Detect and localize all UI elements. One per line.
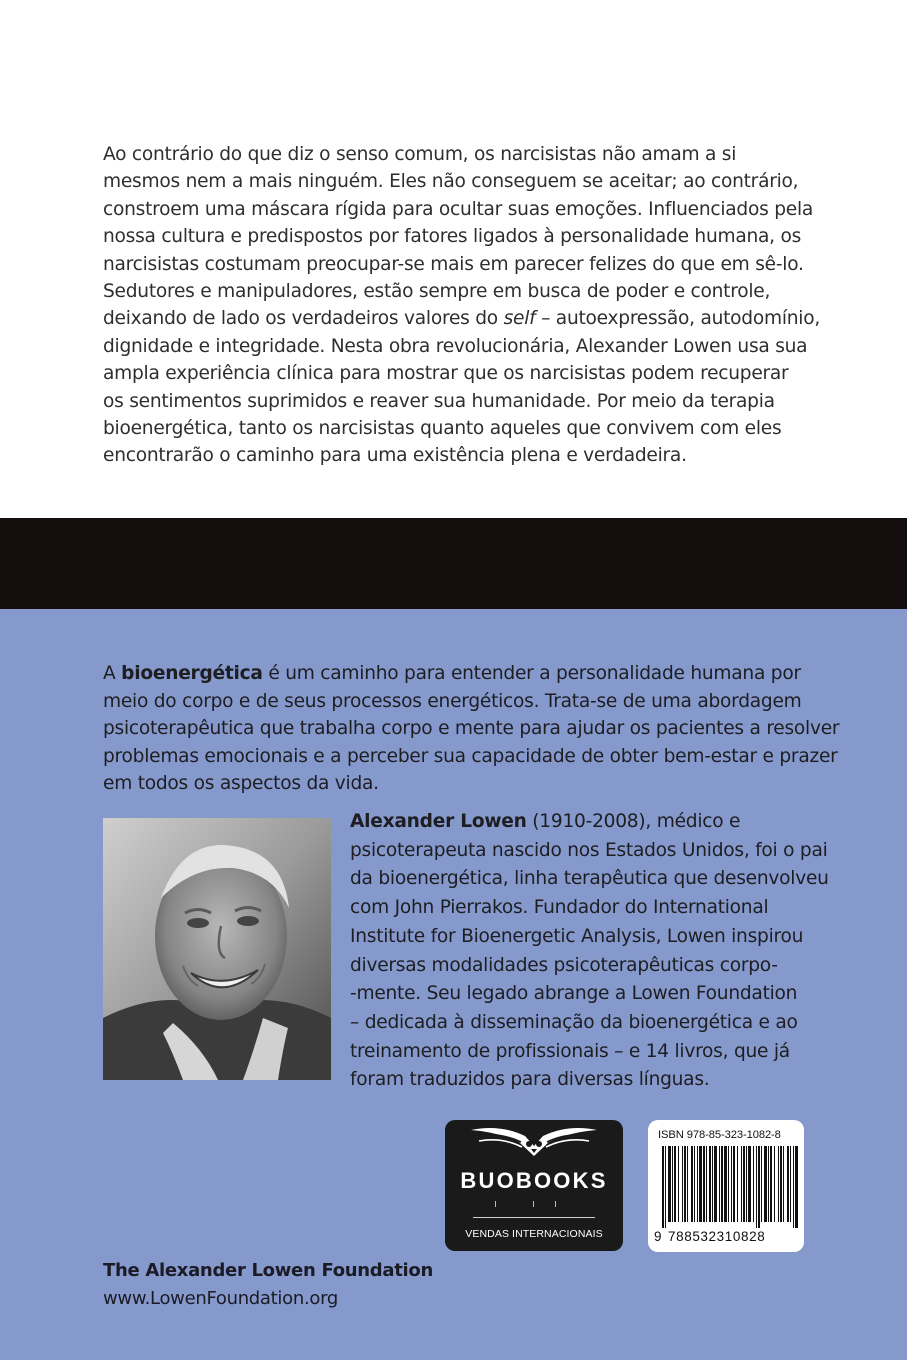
barcode-bar [687,1146,688,1222]
author-photo [103,818,331,1080]
barcode-bar [764,1146,767,1222]
dark-divider-band [0,518,907,609]
bio-term: bioenergética [121,663,263,684]
author-line: com John Pierrakos. Fundador do International [350,897,769,919]
synopsis-line: narcisistas costumam preocupar-se mais em parecer felizes do que em sê-lo. [103,253,804,275]
barcode-bar [691,1146,693,1222]
author-line: da bioenergética, linha terapêutica que desenvolveu [350,868,829,890]
author-line: diversas modalidades psicoterapêuticas corpo- [350,954,778,976]
barcode-bar [783,1146,784,1222]
bio-line: problemas emocionais e a perceber sua capacidade de obter bem-estar e prazer [103,745,838,767]
barcode-bar [697,1146,698,1222]
synopsis-line: os sentimentos suprimidos e reaver sua humanidade. Por meio da terapia [103,390,775,412]
barcode-bar [733,1146,735,1222]
foundation-url[interactable]: www.LowenFoundation.org [103,1288,338,1309]
synopsis-line [103,305,843,332]
publisher-divider-dots [445,1199,623,1209]
synopsis-section [0,0,907,518]
synopsis-italic-self: self [503,308,536,330]
synopsis-line: mesmos nem a mais ninguém. Eles não conseguem se aceitar; ao contrário, [103,171,799,193]
publisher-name: BUOBOOKS [460,1168,608,1193]
isbn-digit-group: 788532310828 [668,1229,766,1244]
barcode-bar [714,1146,717,1222]
barcode-bar [731,1146,732,1222]
barcode-bar [674,1146,676,1222]
barcode-bar [778,1146,779,1222]
publisher-rule [473,1217,595,1218]
publisher-tagline: VENDAS INTERNACIONAIS [465,1228,603,1240]
barcode-bar [699,1146,702,1222]
author-line: foram traduzidos para diversas línguas. [350,1069,710,1091]
barcode-bar [756,1146,757,1228]
author-line: treinamento de profissionais – e 14 livros, que já [350,1040,790,1062]
barcode-bar [678,1146,679,1222]
author-name: Alexander Lowen [350,811,527,832]
author-line: psicoterapeuta nascido nos Estados Unidos, foi o pai [350,839,828,861]
barcode-bar [672,1146,673,1222]
barcode-bar [793,1146,794,1228]
barcode-bar [721,1146,723,1222]
barcode-bar [748,1146,751,1222]
owl-book-icon [445,1120,623,1168]
author-biography [350,808,829,1095]
synopsis-line: encontrarão o caminho para uma existência plena e verdadeira. [103,445,687,467]
bio-line: em todos os aspectos da vida. [103,773,379,795]
author-line: -mente. Seu legado abrange a Lowen Foundation [350,983,798,1005]
barcode-bar [737,1146,738,1222]
barcode-bar [758,1146,760,1228]
barcode-bar [780,1146,782,1222]
author-line [350,808,820,837]
barcode-bar [709,1146,711,1222]
synopsis-fragment: – autoexpressão, autodomínio, [535,308,820,330]
barcode-bar [703,1146,705,1222]
bio-line: meio do corpo e de seus processos energéticos. Trata-se de uma abordagem [103,690,802,712]
synopsis-line: dignidade e integridade. Nesta obra revolucionária, Alexander Lowen usa sua [103,335,808,357]
isbn-first-digit: 9 [654,1229,663,1244]
barcode-bar [787,1146,789,1222]
barcode-bar [768,1146,769,1222]
barcode-bars [662,1146,798,1228]
bio-fragment: A [103,663,122,684]
barcode-bar [741,1146,742,1222]
barcode-bar [706,1146,707,1222]
barcode-bar [665,1146,666,1228]
synopsis-line: constroem uma máscara rígida para ocultar suas emoções. Influenciados pela [103,198,814,220]
barcode-bar [684,1146,686,1222]
author-fragment: (1910-2008), médico e [526,811,741,832]
synopsis-line: Ao contrário do que diz o senso comum, os narcisistas não amam a si [103,144,737,165]
barcode-bar [712,1146,713,1222]
barcode-bar [770,1146,772,1222]
barcode-bar [694,1146,695,1222]
barcode-bar [719,1146,720,1222]
synopsis-text [103,141,843,470]
author-portrait-illustration [103,818,331,1080]
bio-line: psicoterapêutica que trabalha corpo e mente para ajudar os pacientes a resolver [103,718,840,740]
synopsis-line: ampla experiência clínica para mostrar que os narcisistas podem recuperar [103,363,789,385]
barcode-bar [774,1146,775,1222]
author-line: Institute for Bioenergetic Analysis, Lowen inspirou [350,925,804,947]
barcode-bar [790,1146,791,1222]
isbn-label: ISBN 978-85-323-1082-8 [658,1129,781,1141]
synopsis-fragment: deixando de lado os verdadeiros valores do [103,308,504,330]
barcode-bar [662,1146,664,1228]
synopsis-line: bioenergética, tanto os narcisistas quanto aqueles que convivem com eles [103,418,782,440]
barcode-bar [753,1146,754,1222]
synopsis-line: Sedutores e manipuladores, estão sempre em busca de poder e controle, [103,281,771,303]
isbn-barcode-box [648,1120,804,1252]
barcode-bar [743,1146,745,1222]
bio-fragment: é um caminho para entender a personalidade humana por [262,663,801,684]
bio-line [103,660,843,688]
barcode-bar [795,1146,798,1228]
bioenergetics-description [103,660,843,798]
barcode-bar [668,1146,671,1222]
barcode-bar [746,1146,747,1222]
foundation-name: The Alexander Lowen Foundation [103,1260,433,1281]
barcode-bar [724,1146,727,1222]
barcode-bar [682,1146,683,1222]
barcode-bar [728,1146,729,1222]
publisher-logo [445,1120,623,1251]
barcode-bar [761,1146,762,1222]
synopsis-line: nossa cultura e predispostos por fatores ligados à personalidade humana, os [103,226,802,248]
author-line: – dedicada à disseminação da bioenergética e ao [350,1011,798,1033]
isbn-digits [654,1229,800,1244]
